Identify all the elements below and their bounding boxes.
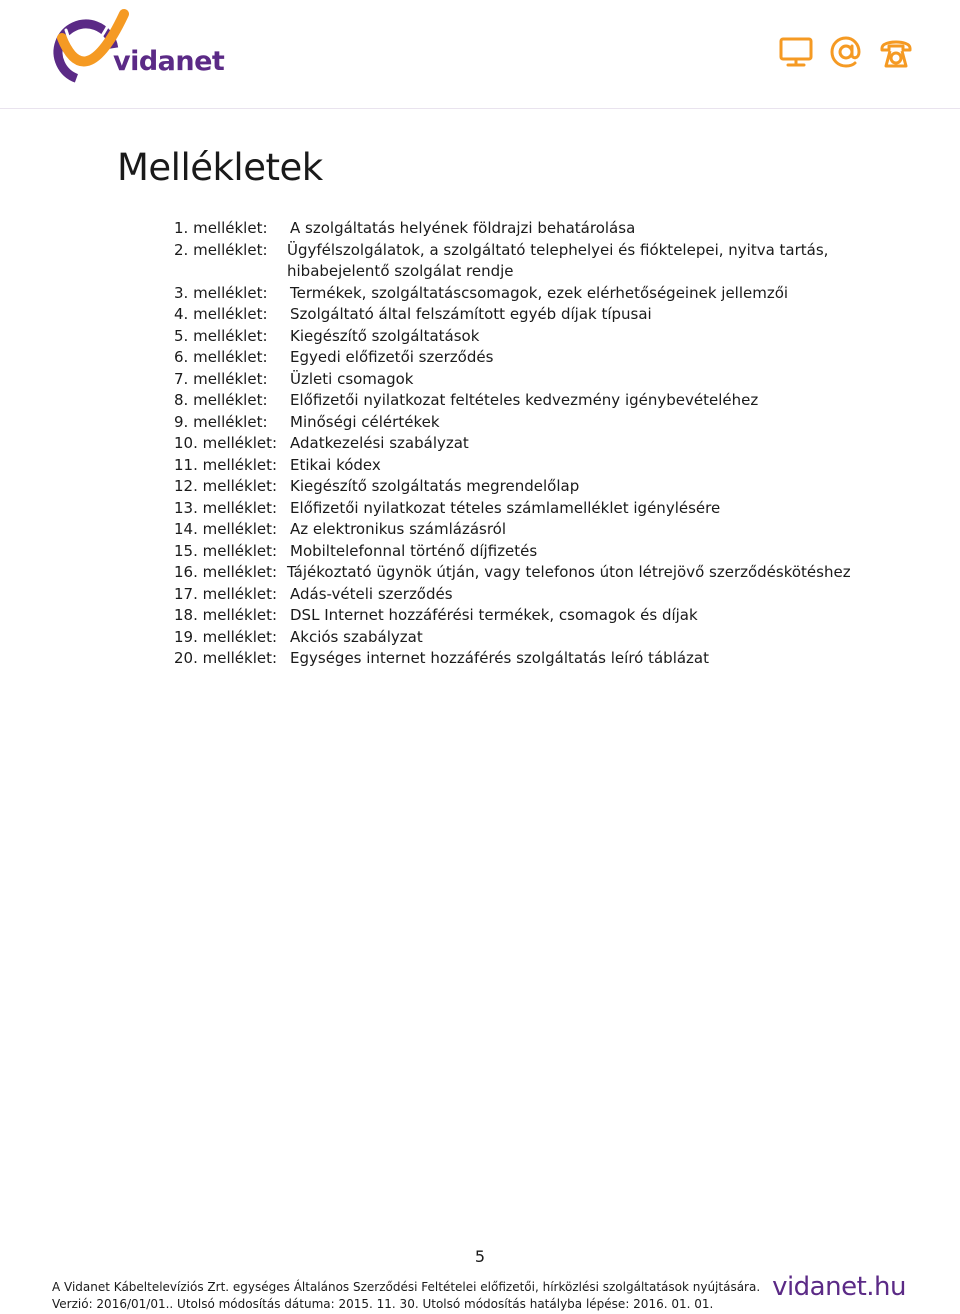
annex-number: 12. melléklet:	[174, 477, 278, 495]
list-item	[174, 627, 854, 649]
at-sign-icon[interactable]	[828, 34, 864, 70]
telephone-icon[interactable]	[878, 34, 914, 70]
annex-description: A szolgáltatás helyének földrajzi behatárolása	[290, 219, 636, 237]
annex-number: 11. melléklet:	[174, 455, 278, 474]
footer-legal-line-1: A Vidanet Kábeltelevíziós Zrt. egységes Általános Szerződési Feltételei előfizetői, hírközlési szolgáltatások nyújtására.	[52, 1280, 761, 1294]
annex-description: Tájékoztató ügynök útján, vagy telefonos úton létrejövő szerződéskötéshez	[287, 563, 851, 581]
annex-description: Előfizetői nyilatkozat feltételes kedvezmény igénybevételéhez	[290, 391, 759, 409]
annex-number: 10. melléklet:	[174, 434, 278, 452]
footer-brand-link[interactable]: vidanet.hu	[772, 1272, 906, 1302]
list-item	[174, 326, 854, 348]
vidanet-logo	[44, 8, 234, 88]
annex-description: DSL Internet hozzáférési termékek, csomagok és díjak	[290, 606, 698, 624]
annex-number: 6. melléklet:	[174, 348, 268, 366]
annex-description: Előfizetői nyilatkozat tételes számlamelléklet igénylésére	[290, 498, 721, 517]
page-header	[0, 0, 960, 110]
list-item	[174, 347, 854, 369]
list-item	[174, 519, 854, 541]
annex-number: 15. melléklet:	[174, 541, 278, 560]
list-item	[174, 605, 854, 627]
annex-description: Kiegészítő szolgáltatás megrendelőlap	[290, 477, 580, 495]
annex-description: Termékek, szolgáltatáscsomagok, ezek elérhetőségeinek jellemzői	[290, 283, 789, 302]
list-item	[174, 240, 854, 283]
annex-description: Akciós szabályzat	[290, 627, 423, 646]
annex-description: Minőségi célértékek	[290, 412, 440, 431]
list-item	[174, 433, 854, 455]
page-number: 5	[474, 1247, 486, 1266]
list-item	[174, 455, 854, 477]
annex-description: Etikai kódex	[290, 455, 381, 474]
annex-number: 2. melléklet:	[174, 240, 268, 259]
list-item	[174, 584, 854, 606]
annex-description: Egységes internet hozzáférés szolgáltatás leíró táblázat	[290, 649, 709, 667]
header-divider	[0, 108, 960, 109]
list-item	[174, 283, 854, 305]
annex-number: 9. melléklet:	[174, 412, 268, 431]
annex-description: Adatkezelési szabályzat	[290, 434, 469, 452]
annex-description: Egyedi előfizetői szerződés	[290, 348, 494, 366]
list-item	[174, 562, 854, 584]
annex-number: 19. melléklet:	[174, 627, 278, 646]
list-item	[174, 476, 854, 498]
annex-number: 4. melléklet:	[174, 305, 268, 323]
annex-description: Mobiltelefonnal történő díjfizetés	[290, 541, 538, 560]
annex-description: Az elektronikus számlázásról	[290, 520, 507, 538]
annex-list	[174, 218, 854, 670]
monitor-icon[interactable]	[778, 34, 814, 70]
annex-number: 20. melléklet:	[174, 649, 278, 667]
annex-description: Ügyfélszolgálatok, a szolgáltató telephelyei és fióktelepei, nyitva tartás, hibabejelentő szolgálat rendje	[287, 240, 829, 280]
list-item	[174, 412, 854, 434]
annex-number: 3. melléklet:	[174, 283, 268, 302]
annex-number: 17. melléklet:	[174, 584, 278, 603]
list-item	[174, 498, 854, 520]
list-item	[174, 541, 854, 563]
annex-description: Kiegészítő szolgáltatások	[290, 326, 480, 345]
footer-version-line: Verzió: 2016/01/01.. Utolsó módosítás dátuma: 2015. 11. 30. Utolsó módosítás hatályba lépése: 2016. 01. 01.	[52, 1297, 714, 1311]
list-item	[174, 390, 854, 412]
annex-number: 1. melléklet:	[174, 219, 268, 237]
logo-wordmark: vidanet	[113, 46, 225, 77]
annex-description: Adás-vételi szerződés	[290, 584, 453, 603]
annex-description: Szolgáltató által felszámított egyéb díjak típusai	[290, 305, 652, 323]
annex-number: 18. melléklet:	[174, 606, 278, 624]
page-title: Mellékletek	[117, 146, 323, 189]
annex-number: 5. melléklet:	[174, 326, 268, 345]
contact-icons	[778, 34, 914, 70]
annex-number: 7. melléklet:	[174, 369, 268, 388]
list-item	[174, 218, 854, 240]
annex-number: 16. melléklet:	[174, 563, 278, 581]
annex-number: 8. melléklet:	[174, 391, 268, 409]
annex-number: 14. melléklet:	[174, 520, 278, 538]
list-item	[174, 369, 854, 391]
annex-number: 13. melléklet:	[174, 498, 278, 517]
annex-description: Üzleti csomagok	[290, 369, 414, 388]
list-item	[174, 304, 854, 326]
list-item	[174, 648, 854, 670]
